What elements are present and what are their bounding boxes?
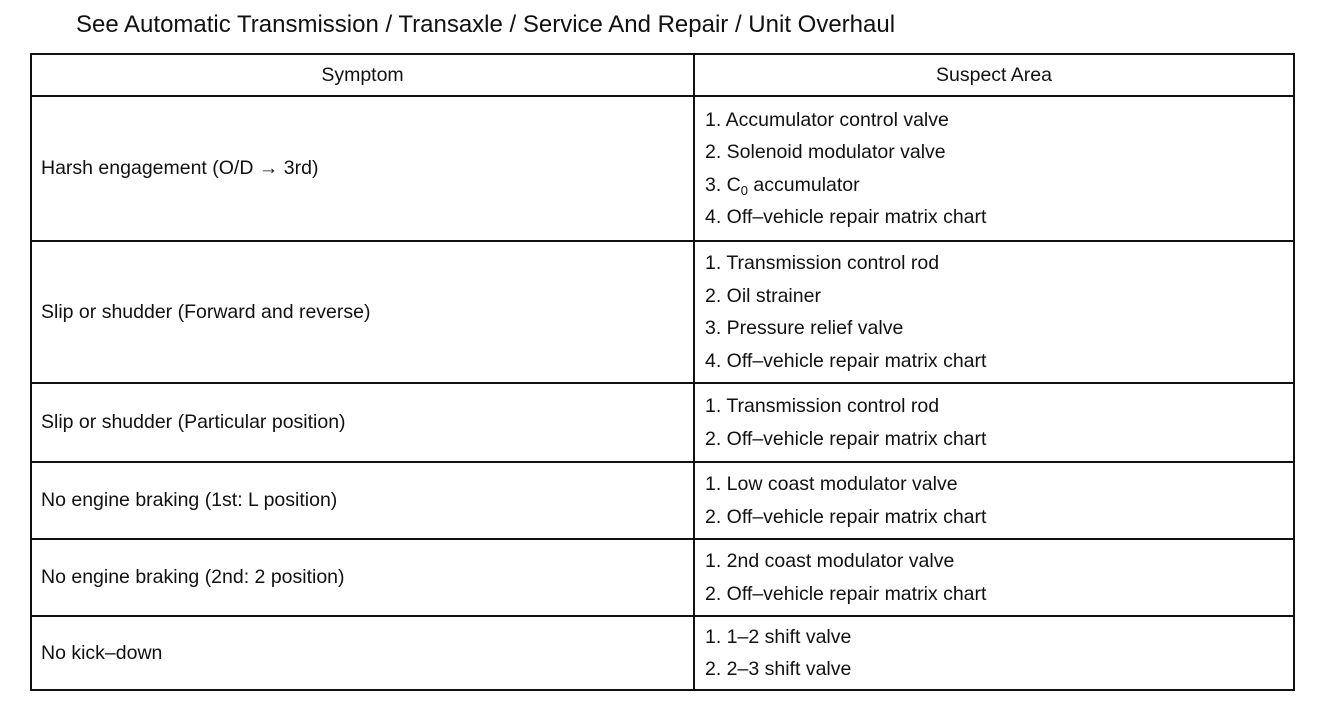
suspect-area-cell — [694, 241, 1294, 383]
symptom-cell: Slip or shudder (Forward and reverse) — [31, 241, 694, 383]
suspect-area-item: 2. Oil strainer — [705, 284, 821, 307]
suspect-area-list — [705, 621, 1293, 686]
symptom-cell: No kick–down — [31, 616, 694, 690]
suspect-area-list — [705, 104, 1293, 234]
table-row — [31, 616, 1294, 690]
suspect-area-item-prefix: 3. C — [705, 173, 741, 196]
table-header-row — [31, 54, 1294, 96]
suspect-area-item: 1. 2nd coast modulator valve — [705, 550, 955, 572]
symptom-table — [30, 53, 1295, 691]
suspect-area-item: 1. Accumulator control valve — [705, 108, 949, 131]
suspect-area-item: 4. Off–vehicle repair matrix chart — [705, 206, 987, 228]
page-heading: See Automatic Transmission / Transaxle / Service And Repair / Unit Overhaul — [76, 11, 896, 38]
suspect-area-cell — [694, 96, 1294, 241]
symptom-cell: No engine braking (2nd: 2 position) — [31, 539, 694, 616]
suspect-area-item: 2. 2–3 shift valve — [705, 658, 852, 680]
suspect-area-list — [705, 390, 1293, 455]
suspect-area-item — [705, 169, 1293, 202]
suspect-area-list — [705, 545, 1293, 610]
suspect-area-item: 2. Off–vehicle repair matrix chart — [705, 582, 987, 605]
table-row — [31, 96, 1294, 241]
suspect-area-cell — [694, 383, 1294, 462]
suspect-area-item: 1. Transmission control rod — [705, 395, 940, 417]
symptom-column-header: Symptom — [31, 54, 694, 96]
suspect-area-item: 2. Off–vehicle repair matrix chart — [705, 427, 987, 450]
suspect-area-item: 1. Transmission control rod — [705, 252, 940, 274]
subscript-zero: 0 — [740, 182, 748, 198]
symptom-cell: Harsh engagement (O/D → 3rd) — [31, 96, 694, 241]
suspect-area-cell — [694, 462, 1294, 539]
table-row — [31, 241, 1294, 383]
suspect-area-item: 1. Low coast modulator valve — [705, 473, 958, 495]
suspect-area-cell — [694, 616, 1294, 690]
suspect-area-list — [705, 468, 1293, 533]
table-row — [31, 383, 1294, 462]
table-row — [31, 462, 1294, 539]
suspect-area-item: 4. Off–vehicle repair matrix chart — [705, 349, 987, 372]
symptom-cell: Slip or shudder (Particular position) — [31, 383, 694, 462]
suspect-area-item: 2. Off–vehicle repair matrix chart — [705, 505, 987, 528]
suspect-area-cell — [694, 539, 1294, 616]
suspect-area-item: 1. 1–2 shift valve — [705, 625, 852, 648]
table-row — [31, 539, 1294, 616]
suspect-area-item: 3. Pressure relief valve — [705, 317, 904, 339]
suspect-area-column-header: Suspect Area — [694, 54, 1294, 96]
suspect-area-item-suffix: accumulator — [748, 173, 860, 196]
suspect-area-item: 2. Solenoid modulator valve — [705, 141, 946, 163]
symptom-cell: No engine braking (1st: L position) — [31, 462, 694, 539]
suspect-area-list — [705, 247, 1293, 377]
